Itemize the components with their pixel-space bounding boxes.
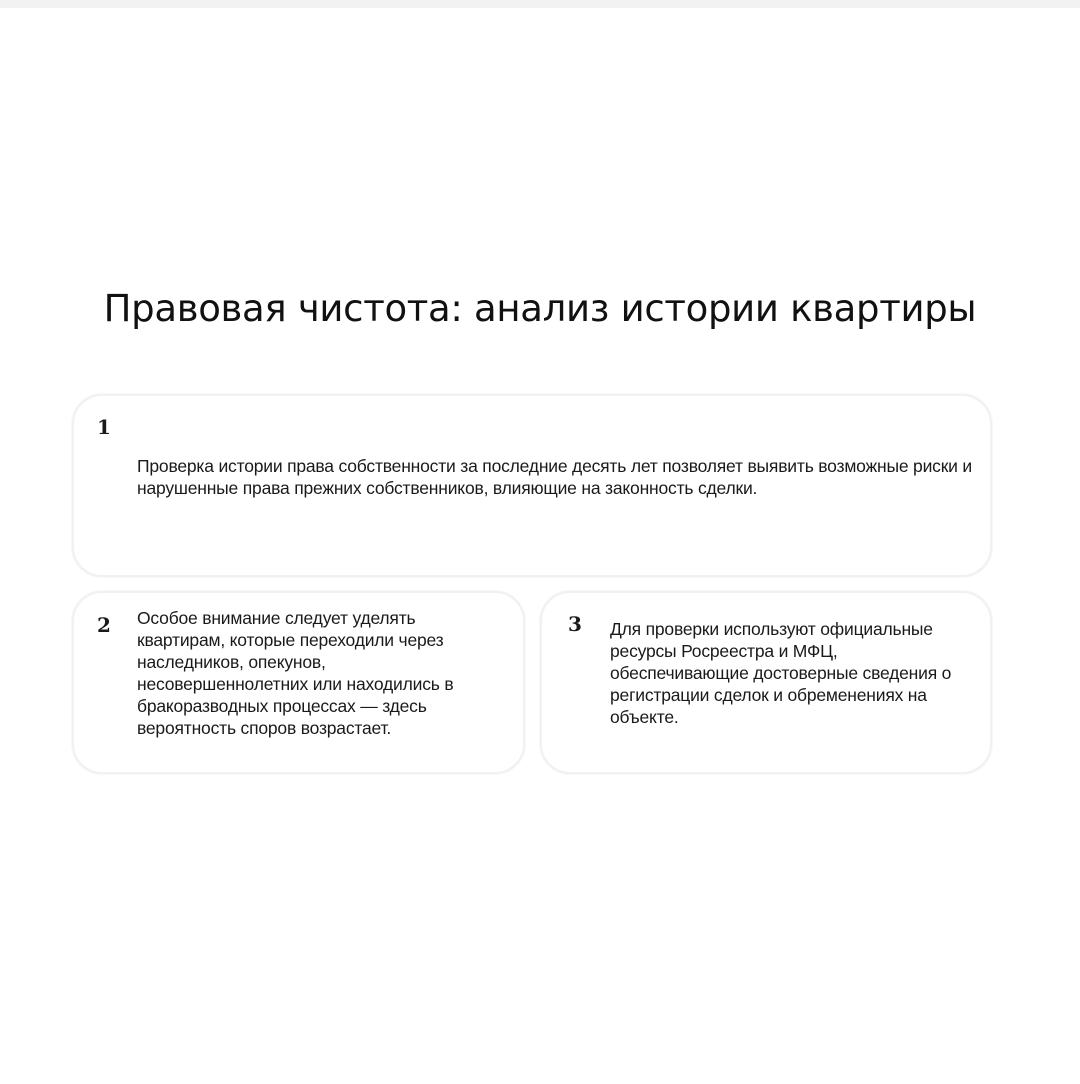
info-card-3 xyxy=(540,591,992,774)
card-text: Особое внимание следует уделять квартирам, которые переходили через наследников, опекунов, несовершеннолетних или находились в бракоразводных процессах — здесь вероятность споров возрастает. xyxy=(137,608,454,738)
top-strip xyxy=(0,0,1080,8)
info-card-1 xyxy=(72,394,992,577)
info-card-2 xyxy=(72,591,525,774)
card-number: 3 xyxy=(568,612,582,636)
card-number: 1 xyxy=(97,415,111,439)
page-title: Правовая чистота: анализ истории квартиры xyxy=(103,287,977,330)
card-text: Проверка истории права собственности за последние десять лет позволяет выявить возможные риски и нарушенные права прежних собственников, влияющие на законность сделки. xyxy=(137,456,972,498)
card-number: 2 xyxy=(97,613,111,637)
card-text: Для проверки используют официальные ресурсы Росреестра и МФЦ, обеспечивающие достоверные сведения о регистрации сделок и обременениях на объекте. xyxy=(610,619,952,727)
